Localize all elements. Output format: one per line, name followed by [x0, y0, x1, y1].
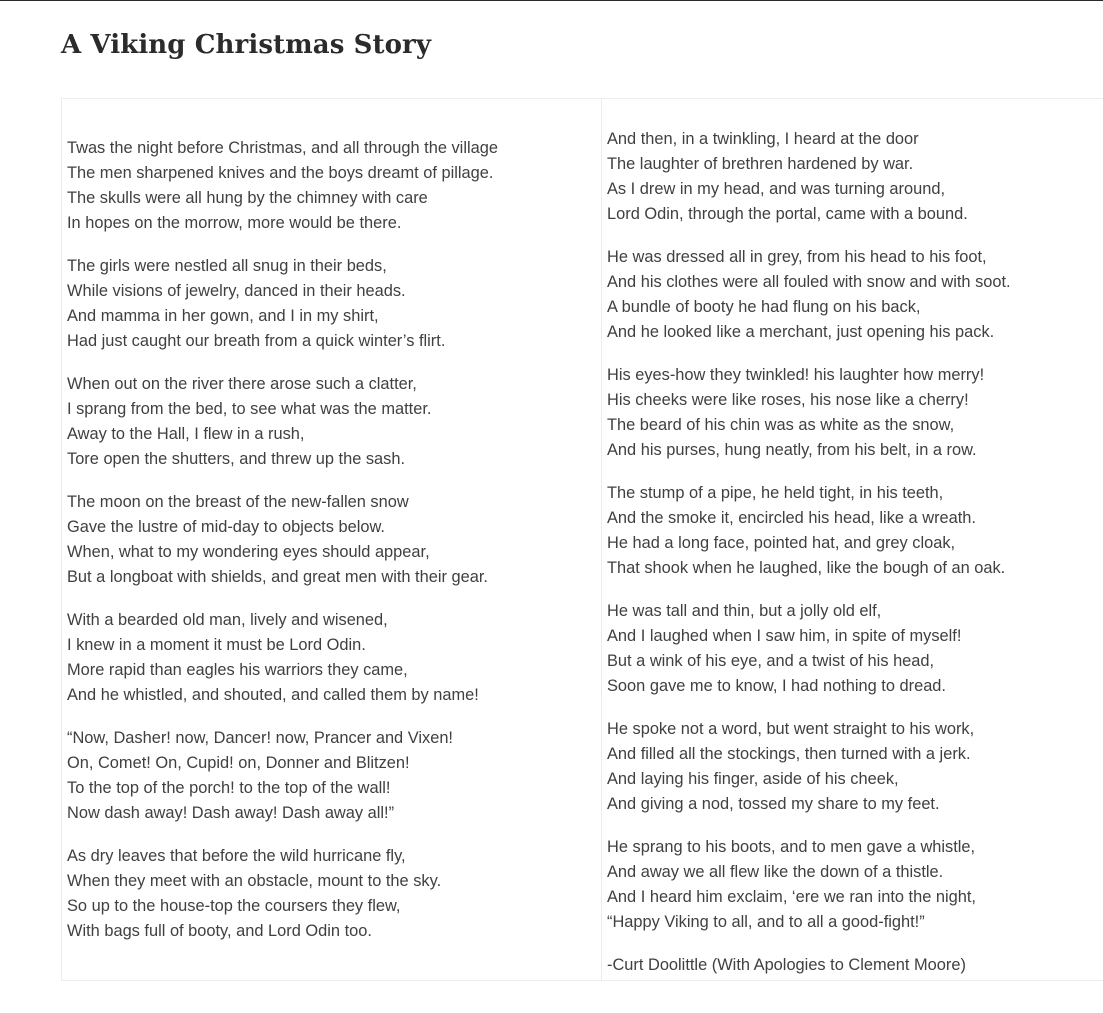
poem-line: In hopes on the morrow, more would be there.: [67, 214, 402, 232]
poem-line: Tore open the shutters, and threw up the sash.: [67, 450, 406, 468]
poem-line: And the smoke it, encircled his head, like a wreath.: [607, 509, 976, 527]
poem-column-left: [67, 99, 498, 962]
poem-line: That shook when he laughed, like the bough of an oak.: [607, 559, 1006, 577]
column-divider: [601, 99, 602, 980]
poem-stanza: [607, 835, 1011, 935]
poem-line: To the top of the porch! to the top of the wall!: [67, 779, 391, 797]
poem-line: And then, in a twinkling, I heard at the door: [607, 130, 919, 148]
poem-line: He was dressed all in grey, from his head to his foot,: [607, 248, 987, 266]
poem-line: The stump of a pipe, he held tight, in his teeth,: [607, 484, 944, 502]
poem-line: The beard of his chin was as white as the snow,: [607, 416, 955, 434]
poem-line: -Curt Doolittle (With Apologies to Clement Moore): [607, 956, 966, 974]
poem-line: And filled all the stockings, then turned with a jerk.: [607, 745, 971, 763]
poem-line: And his purses, hung neatly, from his belt, in a row.: [607, 441, 977, 459]
poem-stanza: [607, 363, 1011, 463]
poem-stanza: [67, 490, 498, 590]
poem-stanza: [607, 127, 1011, 227]
poem-line: He was tall and thin, but a jolly old elf,: [607, 602, 882, 620]
poem-line: More rapid than eagles his warriors they came,: [67, 661, 408, 679]
poem-line: But a wink of his eye, and a twist of his head,: [607, 652, 935, 670]
top-border-rule: [0, 0, 1103, 1]
poem-stanza: [67, 136, 498, 236]
poem-line: While visions of jewelry, danced in their heads.: [67, 282, 406, 300]
poem-line: As dry leaves that before the wild hurricane fly,: [67, 847, 406, 865]
poem-line: Soon gave me to know, I had nothing to dread.: [607, 677, 946, 695]
poem-line: When, what to my wondering eyes should appear,: [67, 543, 430, 561]
page-title: A Viking Christmas Story: [61, 30, 432, 60]
poem-stanza: [607, 953, 1011, 978]
poem-stanza: [607, 481, 1011, 581]
poem-line: His cheeks were like roses, his nose like a cherry!: [607, 391, 969, 409]
poem-line: Now dash away! Dash away! Dash away all!”: [67, 804, 395, 822]
poem-line: The girls were nestled all snug in their beds,: [67, 257, 387, 275]
poem-line: And I laughed when I saw him, in spite of myself!: [607, 627, 962, 645]
poem-line: He sprang to his boots, and to men gave a whistle,: [607, 838, 976, 856]
poem-stanza: [607, 717, 1011, 817]
poem-column-right: [607, 99, 1011, 996]
poem-line: His eyes-how they twinkled! his laughter how merry!: [607, 366, 985, 384]
poem-line: And mamma in her gown, and I in my shirt,: [67, 307, 379, 325]
poem-line: And he whistled, and shouted, and called them by name!: [67, 686, 479, 704]
poem-line: I sprang from the bed, to see what was the matter.: [67, 400, 432, 418]
poem-line: Gave the lustre of mid-day to objects below.: [67, 518, 385, 536]
poem-stanza: [67, 726, 498, 826]
poem-line: “Happy Viking to all, and to all a good-fight!”: [607, 913, 925, 931]
poem-line: And giving a nod, tossed my share to my feet.: [607, 795, 940, 813]
poem-line: On, Comet! On, Cupid! on, Donner and Blitzen!: [67, 754, 410, 772]
poem-stanza: [67, 254, 498, 354]
poem-line: And I heard him exclaim, ‘ere we ran into the night,: [607, 888, 976, 906]
poem-stanza: [67, 372, 498, 472]
poem-line: A bundle of booty he had flung on his back,: [607, 298, 921, 316]
poem-stanza: [607, 245, 1011, 345]
poem-line: He spoke not a word, but went straight to his work,: [607, 720, 975, 738]
poem-line: The laughter of brethren hardened by war.: [607, 155, 914, 173]
poem-line: When out on the river there arose such a clatter,: [67, 375, 417, 393]
poem-stanza: [67, 844, 498, 944]
poem-stanza: [67, 608, 498, 708]
poem-line: And he looked like a merchant, just opening his pack.: [607, 323, 995, 341]
poem-line: Twas the night before Christmas, and all through the village: [67, 139, 498, 157]
poem-line: When they meet with an obstacle, mount to the sky.: [67, 872, 442, 890]
poem-line: He had a long face, pointed hat, and grey cloak,: [607, 534, 956, 552]
poem-line: But a longboat with shields, and great men with their gear.: [67, 568, 488, 586]
poem-line: So up to the house-top the coursers they flew,: [67, 897, 401, 915]
poem-line: As I drew in my head, and was turning around,: [607, 180, 946, 198]
poem-line: “Now, Dasher! now, Dancer! now, Prancer and Vixen!: [67, 729, 453, 747]
poem-line: The moon on the breast of the new-fallen snow: [67, 493, 409, 511]
poem-line: Had just caught our breath from a quick winter’s flirt.: [67, 332, 446, 350]
poem-table: [61, 98, 1103, 981]
poem-line: And away we all flew like the down of a thistle.: [607, 863, 944, 881]
poem-line: I knew in a moment it must be Lord Odin.: [67, 636, 366, 654]
poem-line: And laying his finger, aside of his cheek,: [607, 770, 899, 788]
poem-line: Lord Odin, through the portal, came with a bound.: [607, 205, 968, 223]
poem-line: The skulls were all hung by the chimney with care: [67, 189, 428, 207]
poem-line: And his clothes were all fouled with snow and with soot.: [607, 273, 1011, 291]
poem-stanza: [607, 599, 1011, 699]
poem-line: With a bearded old man, lively and wisened,: [67, 611, 388, 629]
poem-line: The men sharpened knives and the boys dreamt of pillage.: [67, 164, 494, 182]
poem-line: With bags full of booty, and Lord Odin too.: [67, 922, 372, 940]
poem-line: Away to the Hall, I flew in a rush,: [67, 425, 305, 443]
